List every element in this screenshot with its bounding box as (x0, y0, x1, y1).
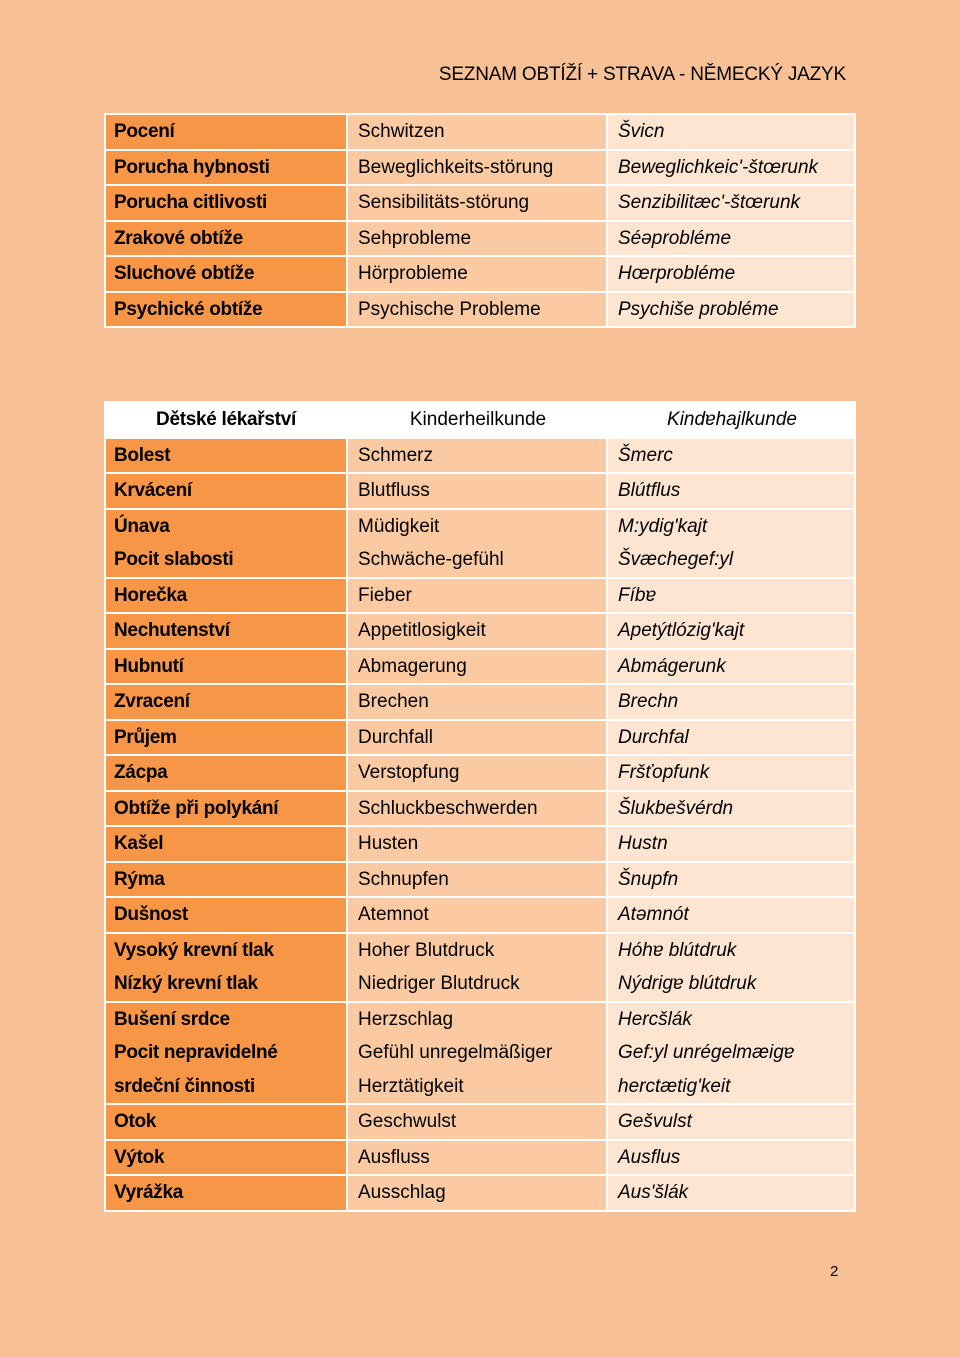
pronunciation-cell (608, 510, 854, 577)
german-term-cell (348, 614, 606, 648)
pronunciation: Hustn (618, 833, 668, 854)
czech-term-cell (106, 474, 346, 508)
table-row (106, 1105, 854, 1139)
czech-term-cell (106, 1176, 346, 1210)
czech-term-cell (106, 650, 346, 684)
czech-term: Únava (114, 515, 170, 537)
german-term-cell (348, 439, 606, 473)
table-row (106, 186, 854, 220)
german-term: Hörprobleme (358, 263, 468, 284)
pronunciation: Gef:yl unrégelmæigɐ (618, 1042, 795, 1063)
pronunciation-cell (608, 439, 854, 473)
pronunciation: Fršťopfunk (618, 762, 710, 783)
german-term-cell (348, 863, 606, 897)
german-term-cell (348, 827, 606, 861)
german-term-cell (348, 1141, 606, 1175)
pronunciation: Atəmnót (618, 904, 689, 925)
czech-term: Výtok (114, 1146, 165, 1168)
german-term: Schnupfen (358, 868, 449, 890)
table-row (106, 222, 854, 256)
german-term-cell (348, 650, 606, 684)
german-term: Beweglichkeits-störung (358, 156, 554, 178)
german-term: Schwäche-gefühl (358, 549, 504, 570)
czech-term: Obtíže při polykání (114, 797, 279, 819)
pronunciation: Gešvulst (618, 1111, 692, 1132)
table-row (106, 257, 854, 291)
pronunciation-cell (608, 115, 854, 149)
pronunciation-cell (608, 1176, 854, 1210)
table-row (106, 474, 854, 508)
table-row (106, 510, 854, 577)
czech-term: Dušnost (114, 904, 188, 925)
pronunciation-cell (608, 827, 854, 861)
czech-term: Pocení (114, 121, 175, 142)
czech-term: Kašel (114, 833, 164, 854)
german-term-cell (348, 474, 606, 508)
pronunciation-cell (608, 222, 854, 256)
header-czech: Dětské lékařství (106, 403, 346, 437)
czech-term-cell (106, 579, 346, 613)
german-term-cell (348, 685, 606, 719)
german-term: Appetitlosigkeit (358, 620, 486, 641)
german-term: Herztätigkeit (358, 1075, 464, 1097)
table-row (106, 579, 854, 613)
czech-term: Zvracení (114, 691, 190, 712)
header-german: Kinderheilkunde (348, 403, 606, 437)
czech-term-cell (106, 792, 346, 826)
german-term-cell (348, 1003, 606, 1104)
german-term: Ausfluss (358, 1146, 430, 1168)
german-term: Hoher Blutdruck (358, 939, 495, 961)
german-term: Ausschlag (358, 1182, 446, 1203)
german-term: Schwitzen (358, 121, 445, 142)
german-term: Abmagerung (358, 655, 467, 677)
czech-term: Pocit nepravidelné (114, 1042, 278, 1063)
czech-term-cell (106, 151, 346, 185)
czech-term: Hubnutí (114, 655, 184, 677)
pronunciation: Švæchegef:yl (618, 549, 734, 570)
german-term: Niedriger Blutdruck (358, 973, 520, 994)
czech-term-cell (106, 934, 346, 1001)
pronunciation: Durchfal (618, 726, 689, 748)
pronunciation-cell (608, 1141, 854, 1175)
german-term: Sehprobleme (358, 227, 472, 249)
pronunciation: Brechn (618, 691, 679, 712)
czech-term: Zácpa (114, 762, 168, 783)
czech-term: Bušení srdce (114, 1008, 230, 1030)
german-term: Husten (358, 833, 419, 854)
pronunciation: Séəprobléme (618, 227, 732, 249)
german-term-cell (348, 934, 606, 1001)
german-term-cell (348, 579, 606, 613)
czech-term-cell (106, 186, 346, 220)
pronunciation: Hercšlák (618, 1008, 692, 1030)
pronunciation-cell (608, 934, 854, 1001)
czech-term-cell (106, 827, 346, 861)
czech-term-cell (106, 257, 346, 291)
czech-term: Porucha hybnosti (114, 156, 270, 178)
table-row (106, 756, 854, 790)
table-row (106, 115, 854, 149)
pronunciation: Hœrprobléme (618, 263, 736, 284)
czech-term: Horečka (114, 584, 187, 606)
pronunciation-cell (608, 1105, 854, 1139)
czech-term-cell (106, 1141, 346, 1175)
table-header-row (106, 403, 854, 437)
czech-term-cell (106, 863, 346, 897)
pronunciation-cell (608, 898, 854, 932)
pronunciation: herctætig'keit (618, 1075, 731, 1097)
table-row (106, 721, 854, 755)
german-term-cell (348, 721, 606, 755)
header-pronunciation: Kindɐhajlkunde (608, 403, 854, 437)
german-term-cell (348, 222, 606, 256)
pronunciation: Psychiše probléme (618, 298, 779, 320)
german-term-cell (348, 151, 606, 185)
pronunciation-cell (608, 257, 854, 291)
pronunciation: Fíbɐ (618, 584, 657, 606)
czech-term-cell (106, 756, 346, 790)
pronunciation: Abmágerunk (618, 655, 726, 677)
german-term-cell (348, 792, 606, 826)
german-term-cell (348, 510, 606, 577)
german-term-cell (348, 898, 606, 932)
table-row (106, 439, 854, 473)
german-term-cell (348, 293, 606, 327)
german-term: Schluckbeschwerden (358, 797, 538, 819)
pronunciation: M:ydig'kajt (618, 515, 708, 537)
table-row (106, 614, 854, 648)
pronunciation: Hóhɐ blútdruk (618, 939, 737, 961)
czech-term: Nechutenství (114, 620, 230, 641)
czech-term-cell (106, 293, 346, 327)
german-term: Sensibilitäts-störung (358, 192, 530, 213)
czech-term: Vysoký krevní tlak (114, 939, 274, 961)
pronunciation: Šnupfn (618, 868, 679, 890)
german-term: Brechen (358, 691, 429, 712)
czech-term: Krvácení (114, 480, 192, 501)
german-term-cell (348, 756, 606, 790)
pronunciation: Šmerc (618, 444, 673, 466)
german-term: Geschwulst (358, 1111, 457, 1132)
table-row (106, 650, 854, 684)
german-term-cell (348, 115, 606, 149)
german-term: Gefühl unregelmäßiger (358, 1042, 553, 1063)
pronunciation: Apetýtlózig'kajt (618, 620, 745, 641)
pronunciation: Senzibilitæc'-štœrunk (618, 192, 801, 213)
pronunciation-cell (608, 756, 854, 790)
table-row (106, 151, 854, 185)
czech-term-cell (106, 510, 346, 577)
german-term: Fieber (358, 584, 412, 606)
czech-term: Nízký krevní tlak (114, 973, 258, 994)
vocabulary-table-pediatrics (104, 401, 856, 1212)
czech-term: Vyrážka (114, 1182, 184, 1203)
czech-term-cell (106, 439, 346, 473)
table-row (106, 1141, 854, 1175)
pronunciation-cell (608, 863, 854, 897)
pronunciation-cell (608, 685, 854, 719)
pronunciation: Aus'šlák (618, 1182, 689, 1203)
czech-term-cell (106, 614, 346, 648)
vocabulary-table-symptoms (104, 113, 856, 328)
czech-term-cell (106, 685, 346, 719)
table-row (106, 827, 854, 861)
pronunciation-cell (608, 614, 854, 648)
page-number: 2 (830, 1263, 839, 1280)
pronunciation: Ausflus (618, 1146, 681, 1168)
pronunciation-cell (608, 474, 854, 508)
pronunciation-cell (608, 1003, 854, 1104)
czech-term: Sluchové obtíže (114, 263, 255, 284)
czech-term: Rýma (114, 868, 165, 890)
german-term-cell (348, 257, 606, 291)
german-term-cell (348, 1105, 606, 1139)
czech-term: Pocit slabosti (114, 549, 234, 570)
pronunciation: Beweglichkeic'-štœrunk (618, 156, 819, 178)
czech-term-cell (106, 898, 346, 932)
czech-term: Průjem (114, 726, 177, 748)
pronunciation-cell (608, 721, 854, 755)
pronunciation-cell (608, 792, 854, 826)
german-term: Schmerz (358, 444, 433, 466)
german-term: Müdigkeit (358, 515, 440, 537)
german-term: Blutfluss (358, 480, 430, 501)
czech-term-cell (106, 1003, 346, 1104)
pronunciation-cell (608, 579, 854, 613)
german-term: Durchfall (358, 726, 433, 748)
czech-term: Otok (114, 1111, 157, 1132)
pronunciation: Švicn (618, 121, 665, 142)
german-term-cell (348, 186, 606, 220)
german-term-cell (348, 1176, 606, 1210)
pronunciation: Blútflus (618, 480, 681, 501)
czech-term: Porucha citlivosti (114, 192, 267, 213)
table-row (106, 863, 854, 897)
czech-term: Zrakové obtíže (114, 227, 243, 249)
pronunciation-cell (608, 151, 854, 185)
czech-term-cell (106, 721, 346, 755)
pronunciation-cell (608, 650, 854, 684)
table-row (106, 1176, 854, 1210)
table-row (106, 934, 854, 1001)
table-row (106, 898, 854, 932)
czech-term-cell (106, 1105, 346, 1139)
pronunciation: Nýdrigɐ blútdruk (618, 973, 757, 994)
table-row (106, 1003, 854, 1104)
german-term: Atemnot (358, 904, 429, 925)
pronunciation-cell (608, 293, 854, 327)
table-row (106, 685, 854, 719)
pronunciation-cell (608, 186, 854, 220)
german-term: Verstopfung (358, 762, 460, 783)
german-term: Psychische Probleme (358, 298, 541, 320)
page-title: SEZNAM OBTÍŽÍ + STRAVA - NĚMECKÝ JAZYK (438, 64, 846, 85)
table-row (106, 792, 854, 826)
czech-term: Psychické obtíže (114, 298, 263, 320)
czech-term: Bolest (114, 444, 171, 466)
table-row (106, 293, 854, 327)
czech-term-cell (106, 115, 346, 149)
pronunciation: Šlukbešvérdn (618, 797, 734, 819)
german-term: Herzschlag (358, 1008, 454, 1030)
czech-term: srdeční činnosti (114, 1075, 255, 1097)
czech-term-cell (106, 222, 346, 256)
